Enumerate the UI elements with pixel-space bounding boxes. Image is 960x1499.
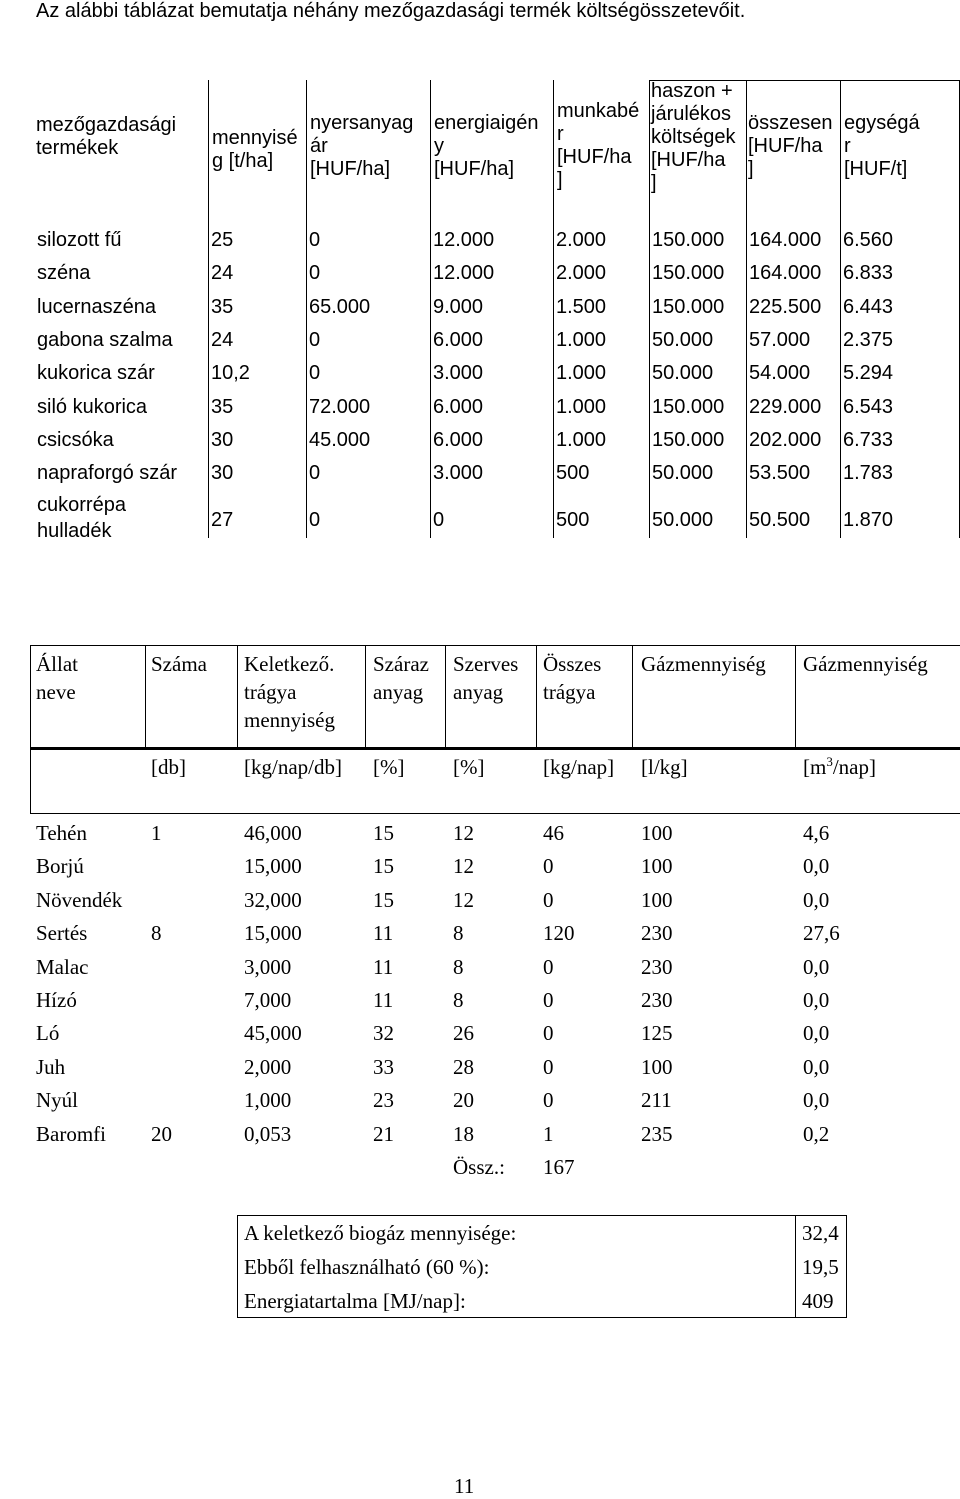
cost-table-cell: 150.000 [652, 395, 725, 418]
biogas-cell: 125 [641, 1021, 673, 1046]
biogas-header: Keletkező. trágya mennyiség [244, 652, 335, 732]
biogas-cell: 27,6 [803, 921, 840, 946]
cost-table-cell: kukorica szár [37, 362, 155, 385]
cost-table-cell: 30 [211, 462, 234, 485]
biogas-cell: 15 [373, 821, 394, 845]
cost-table-cell: lucernaszéna [37, 295, 156, 318]
cost-table-cell: 35 [211, 395, 234, 418]
cost-table-header: haszon + járulékos költségek [HUF/ha ] [651, 80, 736, 194]
cost-table-cell: 27 [211, 509, 234, 532]
cost-table-cell: 6.733 [843, 428, 894, 451]
biogas-rule-header [30, 747, 960, 750]
biogas-cell: 0,0 [803, 954, 830, 979]
cost-table-header: munkabé r [HUF/ha ] [557, 100, 640, 191]
cost-table-cell: 6.443 [843, 295, 894, 318]
biogas-cell: 3,000 [244, 954, 292, 979]
cost-table-cell: 164.000 [749, 229, 822, 251]
cost-table-cell: 150.000 [652, 262, 725, 285]
cost-table-cell: 0 [309, 462, 321, 485]
cost-table-cell: 2.000 [556, 262, 607, 285]
cost-table-cell: 54.000 [749, 362, 811, 385]
cost-table-cell: 6.000 [433, 395, 484, 418]
cost-table-cell: 500 [556, 509, 590, 532]
summary-label: A keletkező biogáz mennyisége: [244, 1221, 517, 1245]
biogas-header: Állat neve [36, 652, 78, 704]
cost-table-cell: 150.000 [652, 295, 725, 318]
biogas-cell: 0,0 [803, 1054, 830, 1079]
cost-table-cell: 0 [309, 229, 321, 251]
cost-table-cell: 12.000 [433, 262, 495, 285]
biogas-cell: 1 [543, 1121, 554, 1146]
cost-table-cell: cukorrépa hulladék [37, 494, 126, 538]
biogas-rule-v [145, 645, 146, 750]
biogas-cell: 32 [373, 1021, 394, 1046]
biogas-total-label: Össz.: [453, 1155, 505, 1179]
biogas-cell: 1,000 [244, 1088, 292, 1113]
biogas-cell: 32,000 [244, 887, 302, 912]
biogas-cell: 235 [641, 1121, 673, 1146]
cost-table-cell: 30 [211, 428, 234, 451]
biogas-cell: Baromfi [36, 1121, 106, 1146]
biogas-cell: 0 [543, 954, 554, 979]
biogas-unit: [%] [453, 755, 485, 779]
biogas-cell: 0,2 [803, 1121, 830, 1146]
summary-value: 32,4 [802, 1221, 839, 1245]
biogas-cell: 0,0 [803, 1021, 830, 1046]
biogas-header: Száraz anyag [373, 652, 429, 704]
biogas-cell: 18 [453, 1121, 474, 1146]
biogas-cell: 1 [151, 821, 162, 845]
biogas-cell: 21 [373, 1121, 394, 1146]
biogas-cell: Tehén [36, 821, 88, 845]
cost-table-cell: 24 [211, 328, 234, 351]
biogas-cell: 120 [543, 921, 575, 946]
biogas-cell: 11 [373, 988, 394, 1012]
biogas-total-value: 167 [543, 1155, 575, 1179]
biogas-unit: $[m^3/nap]$ [803, 754, 876, 779]
cost-table-cell: csicsóka [37, 428, 114, 451]
cost-table-cell: 65.000 [309, 295, 371, 318]
cost-table-cell: 50.000 [652, 362, 714, 385]
biogas-cell: Juh [36, 1054, 66, 1079]
biogas-rule-units [30, 813, 960, 814]
cost-table-cell: 0 [309, 362, 321, 385]
biogas-cell: Hízó [36, 988, 77, 1012]
cost-table-header: mezőgazdasági termékek [36, 114, 177, 159]
cost-table-cell: napraforgó szár [37, 462, 178, 485]
summary-value: 409 [802, 1289, 834, 1313]
cost-table-cell: 6.000 [433, 328, 484, 351]
cost-table-cell: 1.500 [556, 295, 607, 318]
summary-value: 19,5 [802, 1255, 839, 1279]
intro-text: Az alábbi táblázat bemutatja néhány mezőgazdasági termék költségösszetevőit. [36, 0, 746, 22]
cost-table-cell: 2.000 [556, 229, 607, 251]
summary-rule-v [846, 1215, 847, 1317]
cost-table-cell: 164.000 [749, 262, 822, 285]
cost-table-cell: 3.000 [433, 462, 484, 485]
cost-table-cell: 5.294 [843, 362, 894, 385]
summary-label: Energiatartalma [MJ/nap]: [244, 1289, 466, 1313]
biogas-cell: 230 [641, 921, 673, 946]
cost-table-header: egységá r [HUF/t] [844, 112, 920, 180]
biogas-cell: 0 [543, 1021, 554, 1046]
cost-table-cell: 50.500 [749, 509, 811, 532]
biogas-cell: 8 [453, 954, 464, 979]
biogas-header: Szerves anyag [453, 652, 519, 704]
summary-rule-v [795, 1215, 796, 1317]
biogas-cell: Borjú [36, 854, 84, 879]
biogas-cell: 100 [641, 821, 673, 845]
biogas-rule-v [795, 645, 796, 750]
cost-table-cell: 9.000 [433, 295, 484, 318]
biogas-header: Összes trágya [543, 652, 602, 704]
cost-table-cell: 1.000 [556, 362, 607, 385]
biogas-cell: 12 [453, 887, 474, 912]
cost-table-cell: gabona szalma [37, 328, 173, 351]
cost-table-header: mennyisé g [t/ha] [212, 127, 298, 172]
biogas-cell: 4,6 [803, 821, 830, 845]
cost-table-cell: 6.833 [843, 262, 894, 285]
cost-table-cell: 50.000 [652, 509, 714, 532]
biogas-cell: 23 [373, 1088, 394, 1113]
cost-table-cell: 6.543 [843, 395, 894, 418]
biogas-cell: 11 [373, 954, 394, 979]
biogas-cell: 0 [543, 1088, 554, 1113]
cost-table-cell: 50.000 [652, 328, 714, 351]
cost-table-cell: 0 [309, 262, 321, 285]
cost-table-cell: 202.000 [749, 428, 822, 451]
cost-table-cell: 0 [309, 509, 321, 532]
cost-table-cell: 150.000 [652, 428, 725, 451]
biogas-unit: [l/kg] [641, 755, 688, 779]
cost-table-cell: 6.000 [433, 428, 484, 451]
biogas-cell: 8 [453, 988, 464, 1012]
biogas-cell: 0 [543, 1054, 554, 1079]
biogas-cell: 15,000 [244, 854, 302, 879]
biogas-cell: 0 [543, 854, 554, 879]
biogas-cell: 211 [641, 1088, 672, 1113]
summary-rule-top [237, 1215, 847, 1216]
biogas-header: Gázmennyiség [803, 652, 928, 676]
cost-table-cell: 225.500 [749, 295, 822, 318]
cost-table-cell: 35 [211, 295, 234, 318]
biogas-rule-v [237, 645, 238, 750]
biogas-cell: Ló [36, 1021, 60, 1046]
cost-table-cell: siló kukorica [37, 395, 148, 418]
biogas-cell: 0,0 [803, 988, 830, 1012]
biogas-cell: 20 [453, 1088, 474, 1113]
cost-table-cell: silozott fű [37, 229, 122, 251]
biogas-cell: 12 [453, 854, 474, 879]
cost-table-cell: 500 [556, 462, 590, 485]
biogas-unit: [kg/nap] [543, 755, 615, 779]
cost-table-cell: 1.000 [556, 428, 607, 451]
cost-table-cell: 0 [309, 328, 321, 351]
cost-table-cell: 72.000 [309, 395, 371, 418]
cost-table-cell: 229.000 [749, 395, 822, 418]
biogas-cell: Malac [36, 954, 89, 979]
biogas-cell: 0,0 [803, 887, 830, 912]
cost-table-cell: 2.375 [843, 328, 894, 351]
cost-table-cell: 53.500 [749, 462, 811, 485]
cost-table-cell: 1.783 [843, 462, 894, 485]
summary-rule-v [237, 1215, 238, 1317]
cost-table-header: összesen [HUF/ha ] [748, 112, 833, 180]
biogas-cell: 20 [151, 1121, 172, 1146]
cost-table-cell: 0 [433, 509, 445, 532]
cost-table-cell: 1.870 [843, 509, 894, 532]
biogas-cell: 15 [373, 854, 394, 879]
biogas-cell: Növendék [36, 887, 123, 912]
cost-table-cell: 1.000 [556, 395, 607, 418]
biogas-rule-v [365, 645, 366, 750]
cost-table-cell: 57.000 [749, 328, 811, 351]
biogas-cell: 0,0 [803, 1088, 830, 1113]
cost-table-cell: 45.000 [309, 428, 371, 451]
biogas-cell: 33 [373, 1054, 394, 1079]
cost-table-cell: 3.000 [433, 362, 484, 385]
biogas-rule-v [30, 645, 31, 813]
biogas-cell: 45,000 [244, 1021, 302, 1046]
cost-table-cell: 6.560 [843, 229, 894, 251]
biogas-header: Gázmennyiség [641, 652, 766, 676]
biogas-rule-v [445, 645, 446, 750]
biogas-cell: 7,000 [244, 988, 292, 1012]
biogas-cell: 8 [453, 921, 464, 946]
biogas-cell: 15,000 [244, 921, 302, 946]
cost-table-cell: 24 [211, 262, 234, 285]
cost-table-cell: 50.000 [652, 462, 714, 485]
biogas-cell: 0,053 [244, 1121, 292, 1146]
biogas-cell: 0 [543, 887, 554, 912]
biogas-cell: 15 [373, 887, 394, 912]
cost-table-cell: 1.000 [556, 328, 607, 351]
cost-table-header: nyersanyag ár [HUF/ha] [310, 112, 414, 180]
biogas-unit: [db] [151, 755, 186, 779]
biogas-cell: 2,000 [244, 1054, 292, 1079]
cost-table-cell: 12.000 [433, 229, 495, 251]
biogas-cell: 230 [641, 954, 673, 979]
cost-table-cell: 150.000 [652, 229, 725, 251]
biogas-unit: [%] [373, 755, 405, 779]
cost-table-cell: 25 [211, 229, 234, 251]
page-number: 11 [454, 1474, 475, 1498]
biogas-cell: 100 [641, 1054, 673, 1079]
cost-table-header: energiaigén y [HUF/ha] [434, 112, 539, 180]
biogas-cell: 46,000 [244, 821, 302, 845]
biogas-rule-v [632, 645, 633, 750]
biogas-cell: 100 [641, 887, 673, 912]
biogas-cell: 26 [453, 1021, 474, 1046]
cost-table-cell: széna [37, 262, 91, 285]
biogas-cell: 0,0 [803, 854, 830, 879]
biogas-cell: 12 [453, 821, 474, 845]
biogas-cell: 11 [373, 921, 394, 946]
biogas-rule-top [30, 645, 960, 646]
biogas-cell: 46 [543, 821, 564, 845]
biogas-cell: 8 [151, 921, 162, 946]
biogas-cell: 100 [641, 854, 673, 879]
biogas-header: Száma [151, 652, 207, 676]
biogas-cell: 230 [641, 988, 673, 1012]
biogas-cell: Nyúl [36, 1088, 78, 1113]
biogas-rule-v [536, 645, 537, 750]
biogas-cell: 28 [453, 1054, 474, 1079]
biogas-unit: [kg/nap/db] [244, 755, 342, 779]
biogas-cell: 0 [543, 988, 554, 1012]
cost-table-cell: 10,2 [211, 362, 250, 385]
summary-label: Ebből felhasználható (60 %): [244, 1255, 490, 1279]
biogas-cell: Sertés [36, 921, 88, 946]
